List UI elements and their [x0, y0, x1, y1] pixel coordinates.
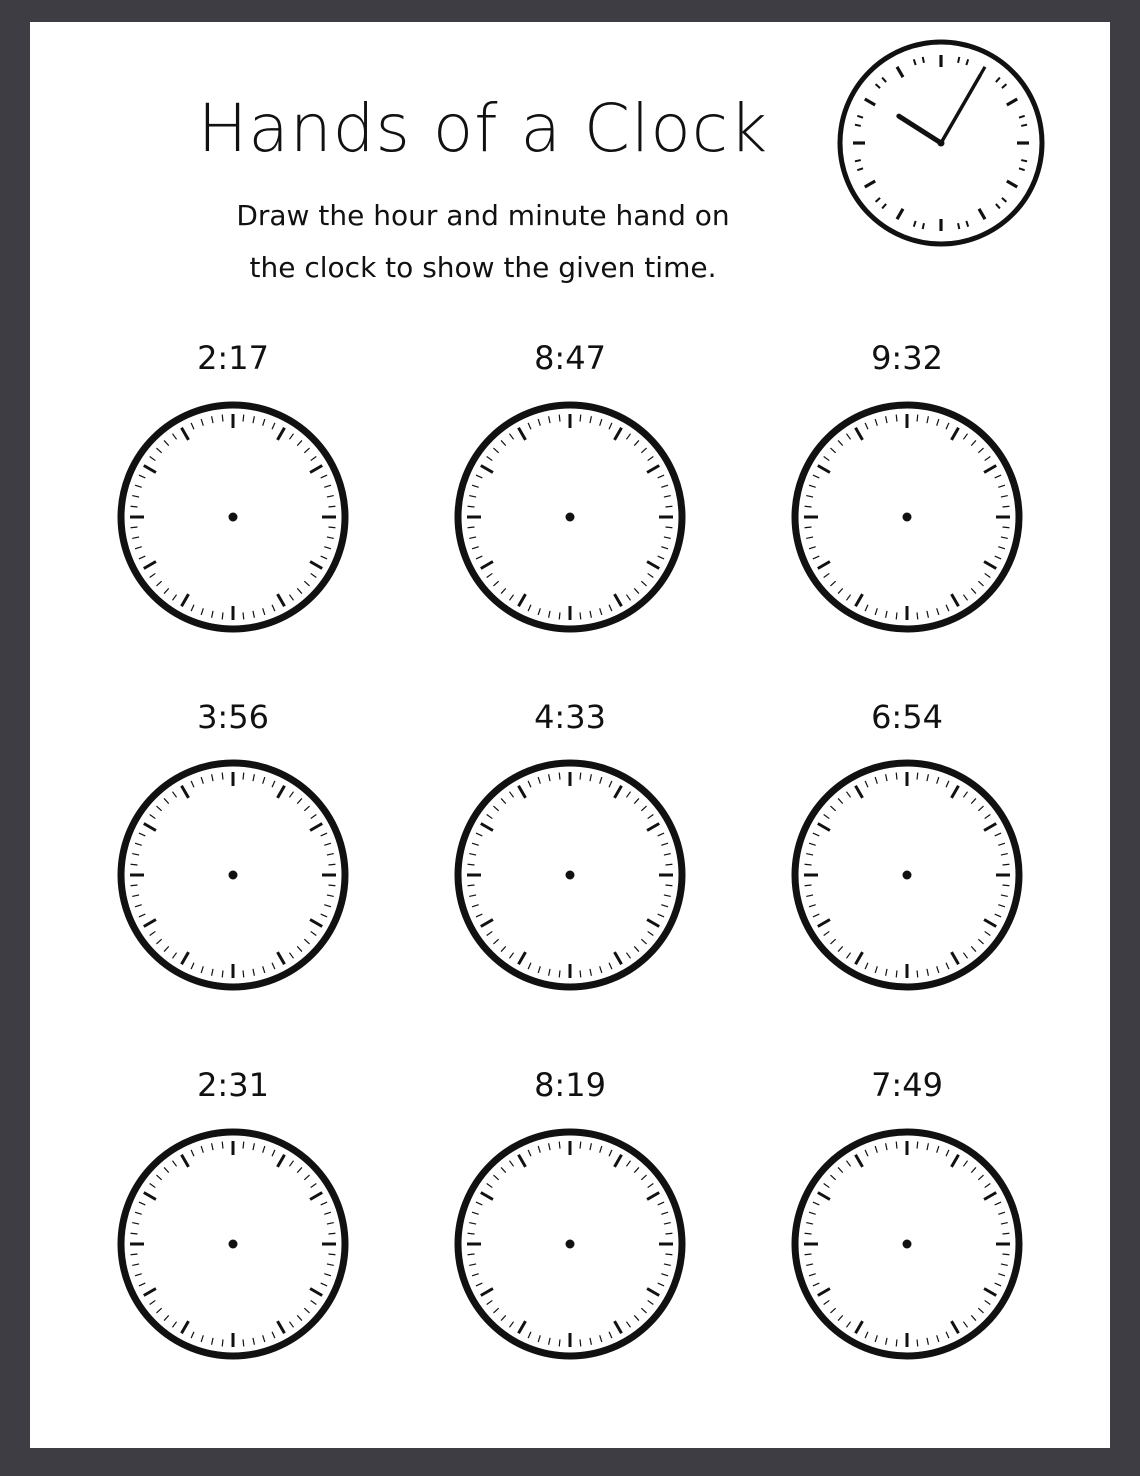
- worksheet-page: [30, 22, 1110, 1448]
- minute-tick: [559, 612, 560, 619]
- minute-tick: [1002, 506, 1009, 507]
- minute-tick: [580, 970, 581, 977]
- minute-tick: [222, 1339, 223, 1346]
- minute-tick: [131, 527, 138, 528]
- minute-tick: [665, 1254, 672, 1255]
- header-minute-tick: [923, 57, 924, 63]
- minute-tick: [328, 1233, 335, 1234]
- blank-clock-face-3[interactable]: [787, 397, 1027, 637]
- minute-tick: [243, 970, 244, 977]
- minute-tick: [917, 970, 918, 977]
- time-label-3: 9:32: [871, 339, 943, 377]
- minute-tick: [559, 1142, 560, 1149]
- minute-tick: [805, 1254, 812, 1255]
- minute-tick: [917, 612, 918, 619]
- clock-center-dot: [566, 871, 575, 880]
- minute-tick: [468, 864, 475, 865]
- minute-tick: [243, 1142, 244, 1149]
- minute-tick: [559, 773, 560, 780]
- minute-tick: [917, 415, 918, 422]
- instruction-line-1: Draw the hour and minute hand on: [236, 199, 730, 232]
- minute-tick: [468, 527, 475, 528]
- minute-tick: [468, 1254, 475, 1255]
- clock-center-dot: [229, 1240, 238, 1249]
- header-minute-tick: [855, 160, 861, 161]
- header-minute-tick: [958, 223, 959, 229]
- minute-tick: [917, 1339, 918, 1346]
- blank-clock-face-2[interactable]: [450, 397, 690, 637]
- header-minute-tick: [923, 223, 924, 229]
- header-clock-icon: [836, 38, 1046, 248]
- header-minute-tick: [958, 57, 959, 63]
- minute-tick: [559, 415, 560, 422]
- minute-tick: [1002, 1254, 1009, 1255]
- minute-tick: [131, 1233, 138, 1234]
- clock-center-dot: [566, 1240, 575, 1249]
- minute-tick: [580, 612, 581, 619]
- minute-tick: [222, 415, 223, 422]
- minute-tick: [328, 527, 335, 528]
- minute-tick: [665, 506, 672, 507]
- minute-tick: [131, 864, 138, 865]
- time-label-6: 6:54: [871, 698, 943, 736]
- time-label-8: 8:19: [534, 1066, 606, 1104]
- time-label-1: 2:17: [197, 339, 269, 377]
- minute-tick: [896, 1142, 897, 1149]
- minute-tick: [1002, 1233, 1009, 1234]
- minute-tick: [468, 1233, 475, 1234]
- minute-tick: [243, 1339, 244, 1346]
- minute-tick: [896, 773, 897, 780]
- minute-tick: [665, 527, 672, 528]
- minute-tick: [805, 1233, 812, 1234]
- minute-tick: [580, 415, 581, 422]
- blank-clock-face-6[interactable]: [787, 755, 1027, 995]
- header-minute-tick: [1021, 125, 1027, 126]
- minute-tick: [805, 506, 812, 507]
- minute-tick: [222, 773, 223, 780]
- minute-tick: [1002, 864, 1009, 865]
- minute-tick: [468, 506, 475, 507]
- minute-tick: [131, 885, 138, 886]
- minute-tick: [328, 1254, 335, 1255]
- minute-tick: [131, 1254, 138, 1255]
- clock-center-dot: [229, 513, 238, 522]
- minute-tick: [243, 773, 244, 780]
- minute-tick: [328, 506, 335, 507]
- minute-tick: [896, 970, 897, 977]
- worksheet-instructions: [30, 190, 936, 294]
- time-label-9: 7:49: [871, 1066, 943, 1104]
- minute-tick: [243, 612, 244, 619]
- header-center-dot: [938, 140, 945, 147]
- minute-tick: [805, 527, 812, 528]
- time-label-7: 2:31: [197, 1066, 269, 1104]
- minute-tick: [580, 1142, 581, 1149]
- minute-tick: [1002, 885, 1009, 886]
- minute-tick: [559, 970, 560, 977]
- blank-clock-face-5[interactable]: [450, 755, 690, 995]
- minute-tick: [222, 1142, 223, 1149]
- time-label-5: 4:33: [534, 698, 606, 736]
- blank-clock-face-4[interactable]: [113, 755, 353, 995]
- blank-clock-face-9[interactable]: [787, 1124, 1027, 1364]
- minute-tick: [243, 415, 244, 422]
- minute-tick: [917, 1142, 918, 1149]
- blank-clock-face-7[interactable]: [113, 1124, 353, 1364]
- instruction-line-2: the clock to show the given time.: [249, 251, 717, 284]
- clock-center-dot: [903, 1240, 912, 1249]
- clock-center-dot: [566, 513, 575, 522]
- minute-tick: [917, 773, 918, 780]
- time-label-2: 8:47: [534, 339, 606, 377]
- time-label-4: 3:56: [197, 698, 269, 736]
- clock-center-dot: [903, 513, 912, 522]
- minute-tick: [896, 612, 897, 619]
- worksheet-title: Hands of a Clock: [197, 90, 769, 167]
- minute-tick: [580, 773, 581, 780]
- minute-tick: [665, 864, 672, 865]
- minute-tick: [805, 864, 812, 865]
- minute-tick: [131, 506, 138, 507]
- minute-tick: [328, 885, 335, 886]
- minute-tick: [559, 1339, 560, 1346]
- blank-clock-face-1[interactable]: [113, 397, 353, 637]
- blank-clock-face-8[interactable]: [450, 1124, 690, 1364]
- minute-tick: [328, 864, 335, 865]
- minute-tick: [665, 1233, 672, 1234]
- header-minute-tick: [855, 125, 861, 126]
- minute-tick: [222, 970, 223, 977]
- minute-tick: [222, 612, 223, 619]
- minute-tick: [580, 1339, 581, 1346]
- minute-tick: [805, 885, 812, 886]
- minute-tick: [896, 415, 897, 422]
- header-minute-tick: [1021, 160, 1027, 161]
- minute-tick: [665, 885, 672, 886]
- minute-tick: [468, 885, 475, 886]
- clock-center-dot: [903, 871, 912, 880]
- minute-tick: [896, 1339, 897, 1346]
- clock-center-dot: [229, 871, 238, 880]
- minute-tick: [1002, 527, 1009, 528]
